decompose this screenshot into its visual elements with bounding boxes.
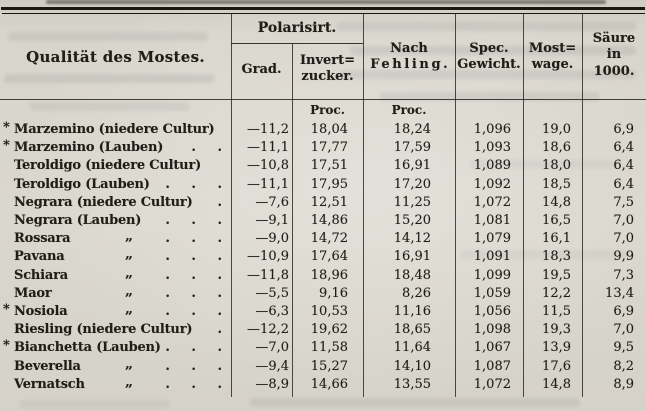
invert-sugar-value: 19,62	[310, 322, 348, 338]
must-quality-label: Teroldigo (Lauben)	[14, 176, 150, 192]
ditto-mark: „	[125, 228, 134, 245]
polarization-degrees-value: —6,3	[255, 304, 289, 319]
acid-value: 6,9	[613, 304, 634, 319]
ditto-mark: „	[125, 264, 134, 281]
acid-value: 9,9	[613, 249, 634, 265]
polarization-degrees-value: —10,9	[247, 249, 289, 265]
table-row	[0, 321, 646, 339]
bleed-through-artifact	[4, 74, 214, 83]
acid-value: 7,3	[613, 267, 634, 283]
fehling-value: 14,12	[393, 231, 431, 247]
column-header-fehling	[363, 41, 455, 72]
column-header-acid	[582, 31, 646, 80]
header-line: Gewicht.	[457, 56, 521, 72]
column-header-quality: Qualität des Mostes.	[26, 48, 205, 66]
acid-value: 7,5	[613, 194, 634, 210]
polarization-degrees-value: —9,1	[255, 213, 289, 228]
specific-gravity-value: 1,081	[473, 213, 511, 228]
fehling-value: 11,25	[393, 194, 431, 210]
table-row	[0, 212, 646, 230]
header-line: Säure	[592, 31, 636, 46]
must-quality-label: Marzemino (Lauben)	[14, 140, 164, 156]
header-line: Most=	[528, 41, 577, 56]
ditto-mark: „	[125, 246, 134, 263]
acid-value: 6,4	[613, 158, 634, 174]
leader-dots: . . .	[165, 267, 222, 283]
must-quality-label: Teroldigo (niedere Cultur)	[14, 158, 202, 174]
must-scale-value: 14,8	[542, 376, 571, 392]
table-row	[0, 355, 646, 376]
polarization-degrees-value: —7,6	[255, 194, 289, 210]
specific-gravity-value: 1,072	[473, 376, 511, 392]
leader-dots: . . .	[165, 285, 222, 301]
footnote-asterisk: *	[3, 338, 10, 354]
leader-dots: . . .	[165, 231, 222, 247]
must-quality-label: Negrara (Lauben)	[14, 213, 142, 228]
specific-gravity-value: 1,087	[473, 358, 511, 374]
leader-dots: . . .	[165, 376, 222, 392]
header-line: in	[606, 47, 622, 63]
fehling-value: 11,16	[393, 304, 431, 319]
fehling-value: 15,20	[393, 213, 431, 228]
table-row	[0, 373, 646, 394]
specific-gravity-value: 1,096	[473, 122, 511, 137]
acid-value: 6,4	[613, 140, 634, 156]
table-row	[0, 230, 646, 248]
bleed-through-artifact	[20, 400, 170, 409]
must-scale-value: 19,5	[542, 267, 571, 283]
polarization-degrees-value: —11,2	[247, 122, 289, 137]
invert-sugar-value: 11,58	[310, 340, 348, 356]
header-line: wage.	[531, 56, 574, 72]
must-scale-value: 12,2	[542, 285, 571, 301]
header-line: Nach	[390, 41, 428, 56]
table-row	[0, 264, 646, 285]
invert-sugar-value: 15,27	[310, 358, 348, 374]
specific-gravity-value: 1,098	[473, 322, 511, 338]
polarization-degrees-value: —11,1	[247, 176, 289, 192]
specific-gravity-value: 1,092	[473, 176, 511, 192]
acid-value: 7,0	[613, 213, 634, 228]
acid-value: 9,5	[613, 340, 634, 356]
polarization-degrees-value: —7,0	[255, 340, 289, 356]
table-row	[0, 121, 646, 139]
specific-gravity-value: 1,089	[473, 158, 511, 174]
invert-sugar-value: 14,72	[310, 231, 348, 247]
fehling-value: 18,48	[393, 267, 431, 283]
invert-sugar-value: 9,16	[319, 285, 348, 301]
invert-sugar-value: 14,86	[310, 213, 348, 228]
polarization-degrees-value: —11,1	[247, 140, 289, 156]
specific-gravity-value: 1,091	[473, 249, 511, 265]
table-row	[0, 282, 646, 303]
ditto-mark: „	[125, 282, 134, 299]
polarization-degrees-value: —10,8	[247, 158, 289, 174]
table-row	[0, 248, 646, 266]
acid-value: 13,4	[605, 285, 634, 301]
must-quality-label: Riesling (niedere Cultur)	[14, 322, 193, 338]
must-quality-label: Bianchetta (Lauben)	[14, 340, 161, 356]
must-scale-value: 18,0	[542, 158, 571, 174]
leader-dots: . . .	[165, 213, 222, 228]
leader-dots: . . .	[165, 249, 222, 265]
invert-sugar-value: 10,53	[310, 304, 348, 319]
column-header-degrees: Grad.	[241, 62, 282, 77]
header-line: Invert=	[299, 53, 356, 68]
leader-dots: . . .	[165, 304, 222, 319]
leader-dots: . .	[191, 140, 222, 156]
fehling-value: 13,55	[393, 376, 431, 392]
must-quality-label: Rossara	[14, 231, 71, 247]
fehling-value: 17,59	[393, 140, 431, 156]
polarization-degrees-value: —9,4	[255, 358, 289, 374]
bleed-through-artifact	[30, 102, 190, 111]
invert-sugar-value: 17,77	[310, 140, 348, 156]
must-scale-value: 16,1	[542, 231, 571, 247]
must-scale-value: 18,3	[542, 249, 571, 265]
ditto-mark: „	[125, 355, 134, 372]
leader-dots: . . .	[165, 176, 222, 192]
specific-gravity-value: 1,079	[473, 231, 511, 247]
specific-gravity-value: 1,072	[473, 194, 511, 210]
acid-value: 8,2	[613, 358, 634, 374]
header-line: 1000.	[593, 63, 635, 79]
table-row	[0, 176, 646, 194]
fehling-value: 18,24	[393, 122, 431, 137]
polarization-degrees-value: —9,0	[255, 231, 289, 247]
fehling-value: 18,65	[393, 322, 431, 338]
must-scale-value: 18,6	[542, 140, 571, 156]
leader-dots: . . .	[165, 358, 222, 374]
header-line: zucker.	[301, 68, 354, 84]
unit-label-percent: Proc.	[391, 103, 427, 117]
acid-value: 8,9	[613, 376, 634, 392]
specific-gravity-value: 1,056	[473, 304, 511, 319]
polarisirt-underline	[231, 43, 363, 44]
table-row	[0, 303, 646, 321]
unit-label-percent: Proc.	[310, 103, 345, 117]
acid-value: 6,4	[613, 176, 634, 192]
invert-sugar-value: 18,96	[310, 267, 348, 283]
fehling-value: 17,20	[393, 176, 431, 192]
acid-value: 6,9	[613, 122, 634, 137]
specific-gravity-value: 1,099	[473, 267, 511, 283]
must-scale-value: 11,5	[542, 304, 571, 319]
must-quality-label: Nosiola	[14, 304, 68, 319]
top-rule-thick	[1, 7, 645, 10]
specific-gravity-value: 1,059	[473, 285, 511, 301]
column-header-invert-sugar	[292, 53, 363, 84]
invert-sugar-value: 12,51	[310, 194, 348, 210]
table-row	[0, 139, 646, 157]
ditto-mark: „	[125, 301, 134, 317]
fehling-value: 11,64	[393, 340, 431, 356]
specific-gravity-value: 1,067	[473, 340, 511, 356]
footnote-asterisk: *	[3, 302, 10, 317]
polarization-degrees-value: —11,8	[247, 267, 289, 283]
specific-gravity-value: 1,093	[473, 140, 511, 156]
footnote-asterisk: *	[3, 120, 10, 135]
bleed-through-artifact	[8, 32, 208, 41]
ink-smudge	[46, 0, 606, 4]
fehling-value: 16,91	[393, 249, 431, 265]
polarization-degrees-value: —12,2	[247, 322, 289, 338]
invert-sugar-value: 17,51	[310, 158, 348, 174]
column-header-must-scale	[523, 41, 582, 72]
acid-value: 7,0	[613, 231, 634, 247]
must-scale-value: 17,6	[542, 358, 571, 374]
must-scale-value: 16,5	[542, 213, 571, 228]
fehling-value: 8,26	[402, 285, 431, 301]
must-quality-label: Maor	[14, 285, 52, 301]
fehling-value: 14,10	[393, 358, 431, 374]
table-row	[0, 157, 646, 175]
invert-sugar-value: 18,04	[310, 122, 348, 137]
must-quality-label: Marzemino (niedere Cultur)	[14, 122, 215, 137]
invert-sugar-value: 14,66	[310, 376, 348, 392]
must-quality-label: Schiara	[14, 267, 68, 283]
must-quality-label: Pavana	[14, 249, 65, 265]
leader-dots: .	[217, 322, 222, 338]
column-header-polarized: Polarisirt.	[257, 20, 337, 36]
polarization-degrees-value: —8,9	[255, 376, 289, 392]
bleed-through-artifact	[336, 22, 636, 31]
header-line: Spec.	[469, 41, 509, 56]
footnote-asterisk: *	[3, 138, 10, 154]
must-scale-value: 14,8	[542, 194, 571, 210]
invert-sugar-value: 17,64	[310, 249, 348, 265]
must-scale-value: 19,0	[542, 122, 571, 137]
acid-value: 7,0	[613, 322, 634, 338]
must-quality-label: Negrara (niedere Cultur)	[14, 194, 193, 210]
polarization-degrees-value: —5,5	[255, 285, 289, 301]
fehling-value: 16,91	[393, 158, 431, 174]
ditto-mark: „	[125, 373, 134, 390]
column-header-specific-gravity	[455, 41, 523, 72]
top-rule-thin	[2, 13, 645, 15]
header-line: Fehling.	[370, 56, 451, 72]
must-scale-value: 19,3	[542, 322, 571, 338]
invert-sugar-value: 17,95	[310, 176, 348, 192]
must-scale-value: 18,5	[542, 176, 571, 192]
leader-dots: .	[217, 194, 222, 210]
header-bottom-rule	[0, 99, 646, 100]
leader-dots: . . .	[165, 340, 222, 356]
must-scale-value: 13,9	[542, 340, 571, 356]
table-row	[0, 194, 646, 212]
must-quality-label: Vernatsch	[14, 376, 85, 392]
must-quality-label: Beverella	[14, 358, 81, 374]
bleed-through-artifact	[250, 398, 580, 407]
table-row	[0, 339, 646, 357]
